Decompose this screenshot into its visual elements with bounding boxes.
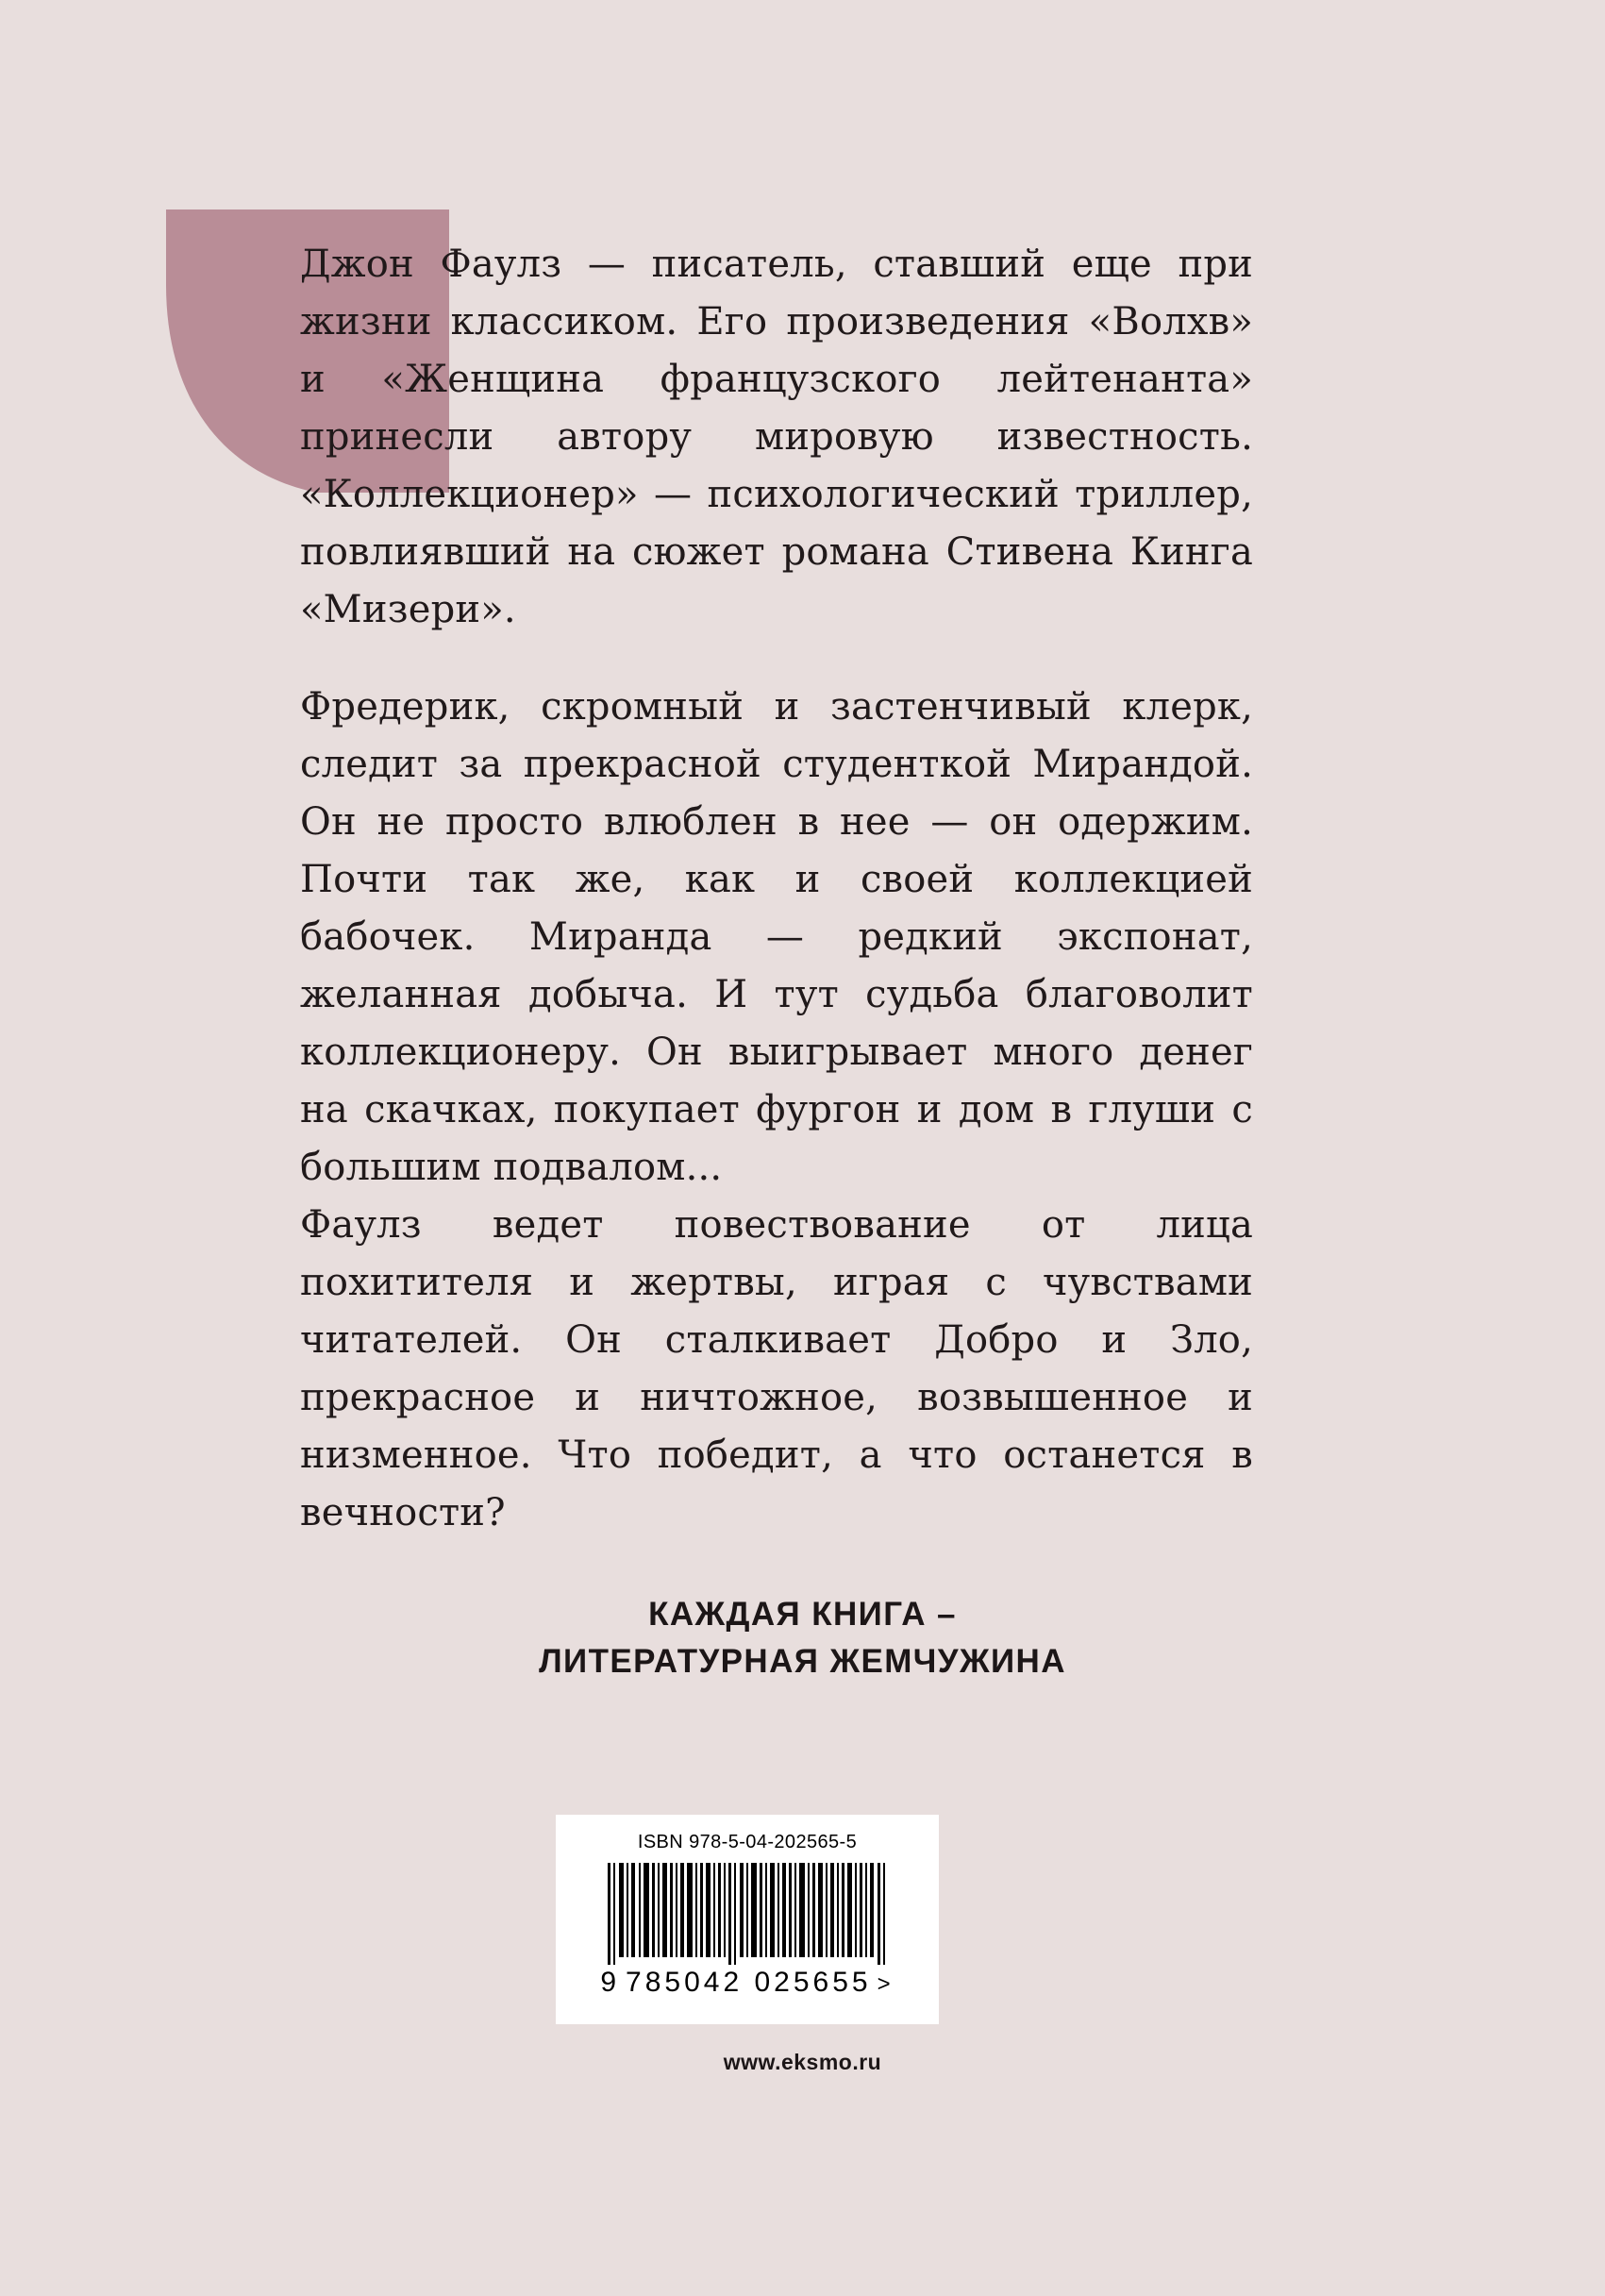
blurb-paragraph-3: Фаулз ведет повествование от лица похитителя и жертвы, играя с чувствами читателей. Он сталкивает Добро и Зло, прекрасное и ничтожное, возвышенное и низменное. Что победит, а что останется в вечности? (300, 1203, 1253, 1534)
ean-lead-digit: 9 (600, 1967, 621, 1998)
ean-trailing-marker: > (877, 1971, 894, 1997)
barcode-block (556, 1815, 939, 2024)
blurb-paragraph-1: Джон Фаулз — писатель, ставший еще при жизни классиком. Его произведения «Волхв» и «Женщина французского лейтенанта» принесли автору мировую известность. «Коллекционер» — психологический триллер, повлиявший на сюжет романа Стивена Кинга «Мизери». (300, 243, 1253, 631)
ean-main-digits: 785042 025655 (626, 1967, 872, 1998)
ean-digits (600, 1967, 894, 1999)
blurb-paragraph-2: Фредерик, скромный и застенчивый клерк, следит за прекрасной студенткой Мирандой. Он не просто влюблен в нее — он одержим. Почти так же, как и своей коллекцией бабочек. Миранда — редкий экспонат, желанная добыча. И тут судьба благоволит коллекционеру. Он выигрывает много денег на скачках, покупает фургон и дом в глуши с большим подвалом... (300, 685, 1253, 1189)
publisher-website: www.eksmo.ru (723, 2050, 882, 2074)
slogan-line-1: КАЖДАЯ КНИГА – (648, 1596, 957, 1633)
blurb-text-block (300, 236, 1253, 1582)
slogan-line-2: ЛИТЕРАТУРНАЯ ЖЕМЧУЖИНА (539, 1643, 1066, 1680)
isbn-label: ISBN 978-5-04-202565-5 (637, 1832, 858, 1852)
publisher-slogan (0, 1591, 1605, 1685)
barcode-bars-icon (606, 1863, 889, 1965)
